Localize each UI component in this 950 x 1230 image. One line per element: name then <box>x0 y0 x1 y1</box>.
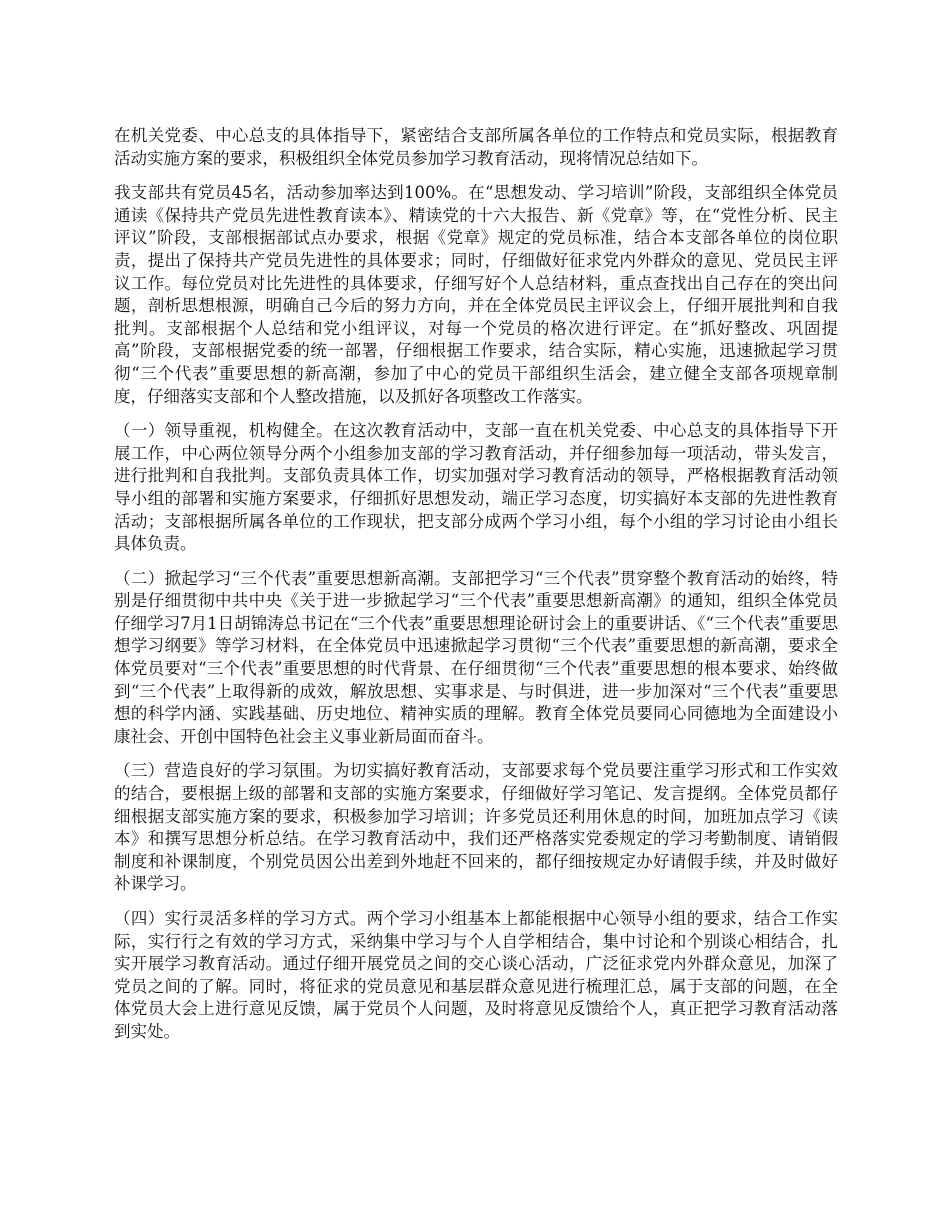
paragraph-overview: 我支部共有党员45名，活动参加率达到100%。在“思想发动、学习培训”阶段，支部组织全体党员通读《保持共产党员先进性教育读本》、精读党的十六大报告、新《党章》等，在“党性分析、民主评议”阶段，支部根据部试点办要求，根据《党章》规定的党员标准，结合本支部各单位的岗位职责，提出了保持共产党员先进性的具体要求；同时，仔细做好征求党内外群众的意见、党员民主评议工作。每位党员对比先进性的具体要求，仔细写好个人总结材料，重点查找出自己存在的突出问题，剖析思想根源，明确自己今后的努力方向，并在全体党员民主评议会上，仔细开展批判和自我批判。支部根据个人总结和党小组评议，对每一个党员的格次进行评定。在“抓好整改、巩固提高”阶段，支部根据党委的统一部署，仔细根据工作要求，结合实际，精心实施，迅速掀起学习贯彻“三个代表”重要思想的新高潮，参加了中心的党员干部组织生活会，建立健全支部各项规章制度，仔细落实支部和个人整改措施，以及抓好各项整改工作落实。 <box>114 183 838 406</box>
paragraph-section-3: （三）营造良好的学习氛围。为切实搞好教育活动，支部要求每个党员要注重学习形式和工作实效的结合，要根据上级的部署和支部的实施方案要求，仔细做好学习笔记、发言提纲。全体党员都仔细根据支部实施方案的要求，积极参加学习培训；许多党员还利用休息的时间，加班加点学习《读本》和撰写思想分析总结。在学习教育活动中，我们还严格落实党委规定的学习考勤制度、请销假制度和补课制度，个别党员因公出差到外地赶不回来的，都仔细按规定办好请假手续，并及时做好补课学习。 <box>114 761 838 894</box>
paragraph-section-2: （二）掀起学习“三个代表”重要思想新高潮。支部把学习“三个代表”贯穿整个教育活动的始终，特别是仔细贯彻中共中央《关于进一步掀起学习“三个代表”重要思想新高潮》的通知，组织全体党员仔细学习7月1日胡锦涛总书记在“三个代表”重要思想理论研讨会上的重要讲话、《“三个代表”重要思想学习纲要》等学习材料，在全体党员中迅速掀起学习贯彻“三个代表”重要思想的新高潮，要求全体党员要对“三个代表”重要思想的时代背景、在仔细贯彻“三个代表”重要思想的根本要求、始终做到“三个代表”上取得新的成效，解放思想、实事求是、与时俱进，进一步加深对“三个代表”重要思想的科学内涵、实践基础、历史地位、精神实质的理解。教育全体党员要同心同德地为全面建设小康社会、开创中国特色社会主义事业新局面而奋斗。 <box>114 568 838 746</box>
document-body <box>114 125 838 1056</box>
paragraph-intro: 在机关党委、中心总支的具体指导下，紧密结合支部所属各单位的工作特点和党员实际，根据教育活动实施方案的要求，积极组织全体党员参加学习教育活动，现将情况总结如下。 <box>114 126 838 168</box>
paragraph-section-1: （一）领导重视，机构健全。在这次教育活动中，支部一直在机关党委、中心总支的具体指导下开展工作，中心两位领导分两个小组参加支部的学习教育活动，并仔细参加每一项活动，带头发言，进行批判和自我批判。支部负责具体工作，切实加强对学习教育活动的领导，严格根据教育活动领导小组的部署和实施方案要求，仔细抓好思想发动，端正学习态度，切实搞好本支部的先进性教育活动；支部根据所属各单位的工作现状，把支部分成两个学习小组，每个小组的学习讨论由小组长具体负责。 <box>114 421 838 554</box>
paragraph-section-4: （四）实行灵活多样的学习方式。两个学习小组基本上都能根据中心领导小组的要求，结合工作实际，实行行之有效的学习方式，采纳集中学习与个人自学相结合，集中讨论和个别谈心相结合，扎实开展学习教育活动。通过仔细开展党员之间的交心谈心活动，广泛征求党内外群众意见，加深了党员之间的了解。同时，将征求的党员意见和基层群众意见进行梳理汇总，属于支部的问题，在全体党员大会上进行意见反馈，属于党员个人问题，及时将意见反馈给个人，真正把学习教育活动落到实处。 <box>114 909 838 1041</box>
